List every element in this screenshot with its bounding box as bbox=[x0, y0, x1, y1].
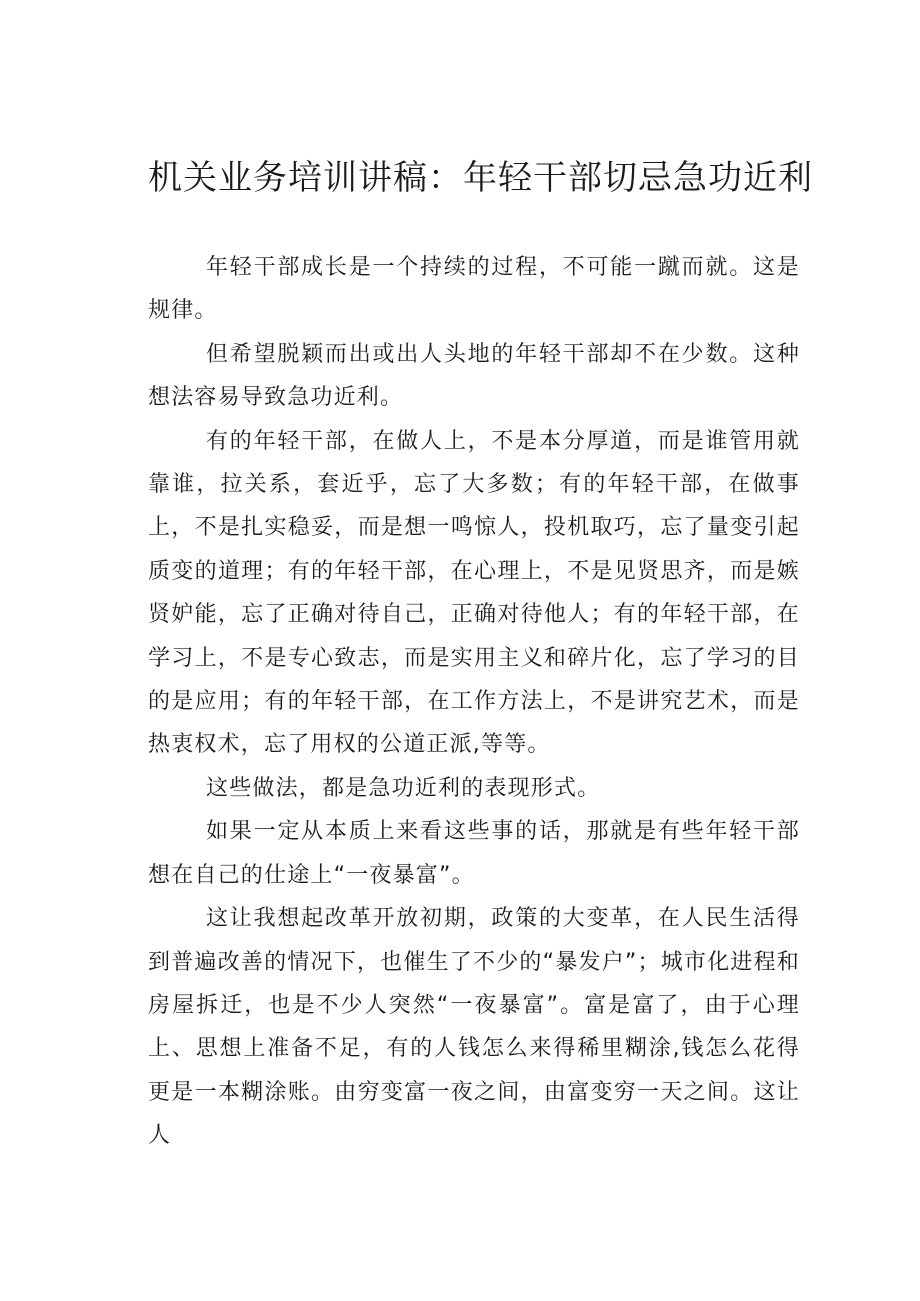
paragraph-5: 如果一定从本质上来看这些事的话，那就是有些年轻干部想在自己的仕途上“一夜暴富”。 bbox=[148, 819, 800, 888]
paragraph-4: 这些做法，都是急功近利的表现形式。 bbox=[206, 775, 601, 801]
paragraph-3: 有的年轻干部，在做人上，不是本分厚道，而是谁管用就靠谁，拉关系，套近乎，忘了大多数；有的年轻干部，在做事上，不是扎实稳妥，而是想一鸣惊人，投机取巧，忘了量变引起质变的道理；有的年轻干部，在心理上，不是见贤思齐，而是嫉贤妒能，忘了正确对待自己，正确对待他人；有的年轻干部，在学习上，不是专心致志，而是实用主义和碎片化，忘了学习的目的是应用；有的年轻干部，在工作方法上，不是讲究艺术，而是热衷权术，忘了用权的公道正派,等等。 bbox=[148, 428, 800, 758]
paragraph-2: 但希望脱颖而出或出人头地的年轻干部却不在少数。这种想法容易导致急功近利。 bbox=[148, 341, 800, 411]
document-body bbox=[148, 246, 800, 1158]
paragraph-1: 年轻干部成长是一个持续的过程，不可能一蹴而就。这是规律。 bbox=[148, 255, 800, 324]
paragraph-6: 这让我想起改革开放初期，政策的大变革，在人民生活得到普遍改善的情况下，也催生了不少的“暴发户”；城市化进程和房屋拆迁，也是不少人突然“一夜暴富”。富是富了，由于心理上、思想上准备不足，有的人钱怎么来得稀里糊涂,钱怎么花得更是一本糊涂账。由穷变富一夜之间，由富变穷一天之间。这让人 bbox=[148, 906, 800, 1149]
document-title: 机关业务培训讲稿：年轻干部切忌急功近利 bbox=[148, 158, 813, 198]
